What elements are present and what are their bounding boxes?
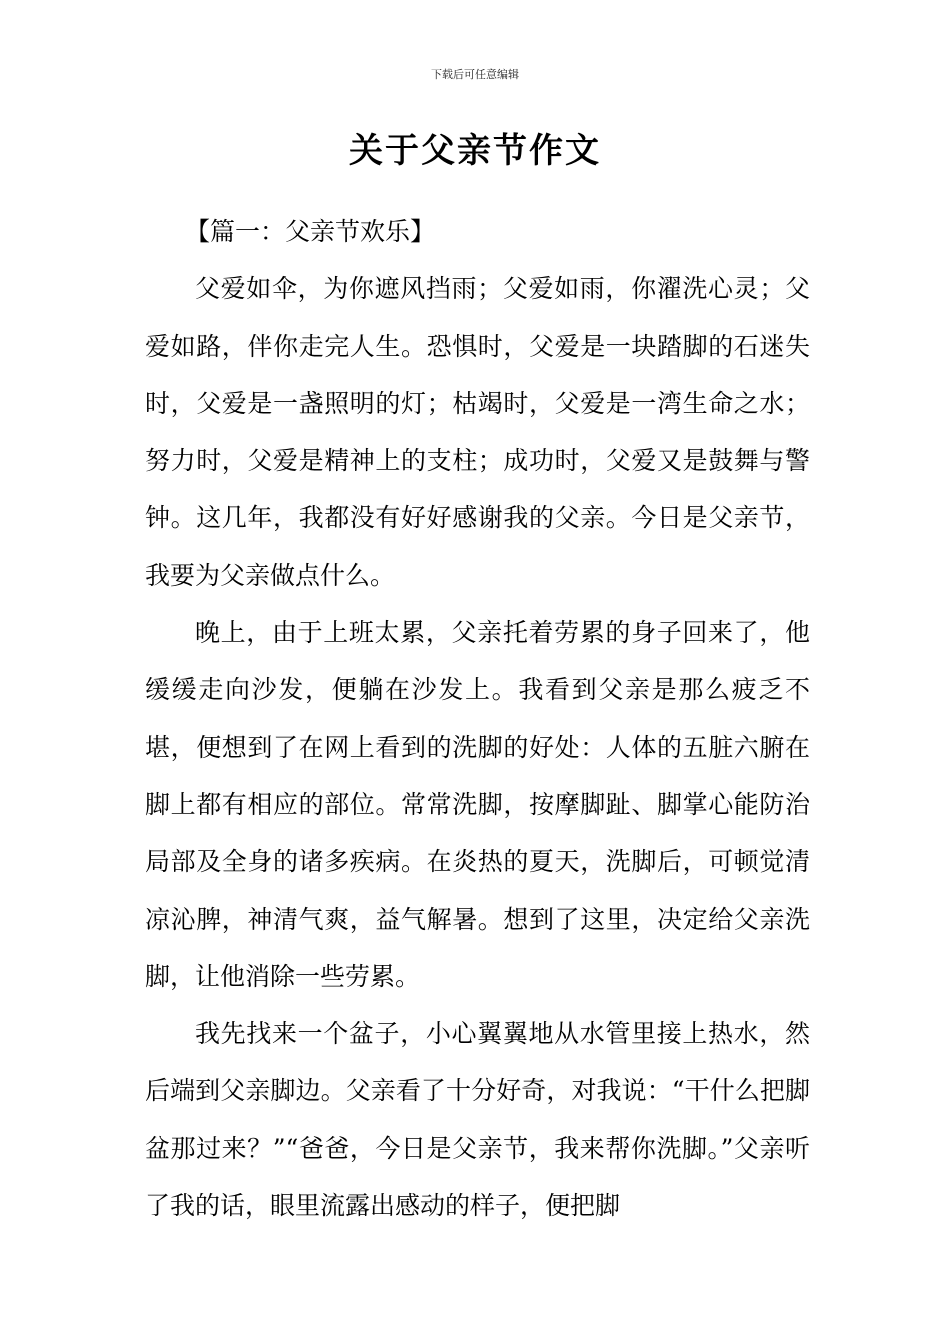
document-title: 关于父亲节作文: [349, 131, 601, 171]
document-body: [145, 203, 810, 1234]
paragraph: 父爱如伞，为你遮风挡雨；父爱如雨，你濯洗心灵；父爱如路，伴你走完人生。恐惧时，父爱是一块踏脚的石迷失时，父爱是一盏照明的灯；枯竭时，父爱是一湾生命之水；努力时，父爱是精神上的支柱；成功时，父爱又是鼓舞与警钟。这几年，我都没有好好感谢我的父亲。今日是父亲节，我要为父亲做点什么。: [145, 274, 810, 590]
paragraph: 晚上，由于上班太累，父亲托着劳累的身子回来了，他缓缓走向沙发，便躺在沙发上。我看到父亲是那么疲乏不堪，便想到了在网上看到的洗脚的好处：人体的五脏六腑在脚上都有相应的部位。常常洗脚，按摩脚趾、脚掌心能防治局部及全身的诸多疾病。在炎热的夏天，洗脚后，可顿觉清凉沁脾，神清气爽，益气解暑。想到了这里，决定给父亲洗脚，让他消除一些劳累。: [145, 618, 810, 991]
section-heading: 【篇一：父亲节欢乐】: [185, 217, 436, 246]
header-note: 下载后可任意编辑: [431, 68, 519, 81]
paragraph: 我先找来一个盆子，小心翼翼地从水管里接上热水，然后端到父亲脚边。父亲看了十分好奇，对我说：“干什么把脚盆那过来？”“爸爸，今日是父亲节，我来帮你洗脚。”父亲听了我的话，眼里流露出感动的样子，便把脚: [145, 1019, 810, 1221]
